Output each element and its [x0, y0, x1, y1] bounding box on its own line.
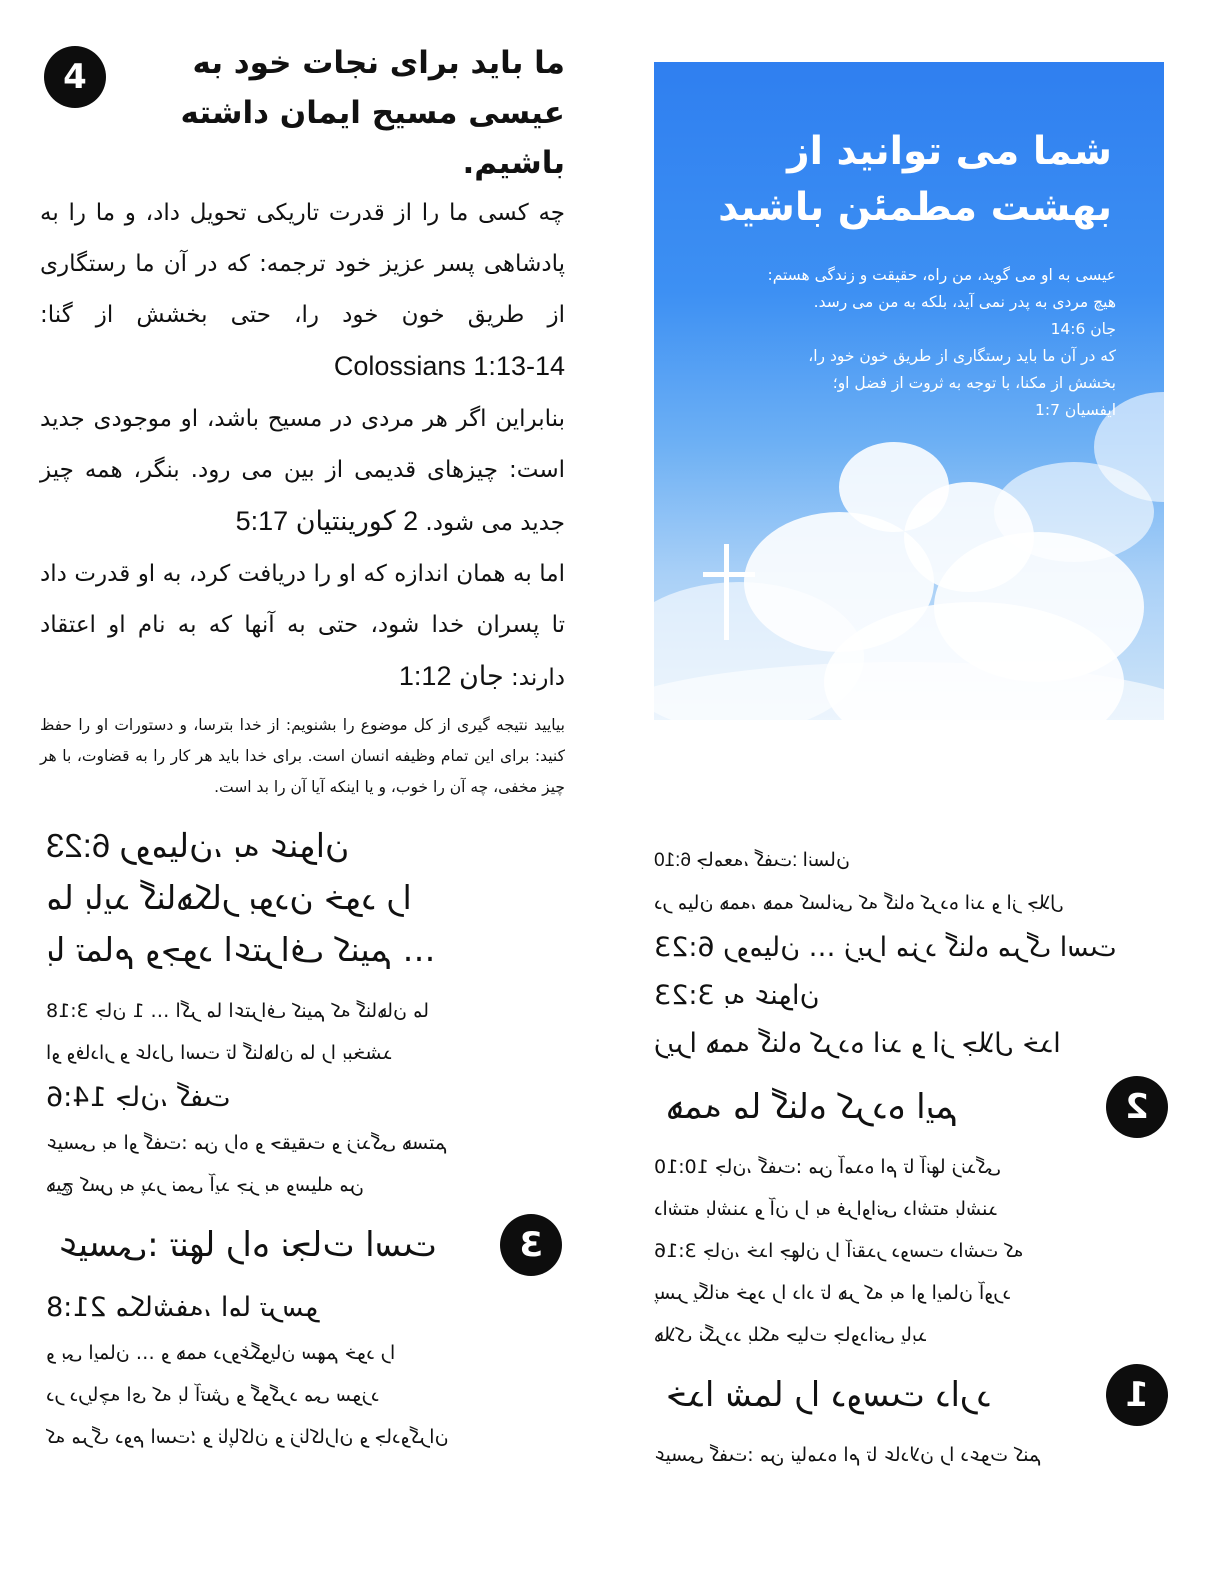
- mirrored-line: با تمام وجود اعتراف کنیم …: [46, 930, 436, 969]
- closing-verse: بیایید نتیجه گیری از کل موضوع را بشنویم: از خدا بترسا، و دستورات او را حفظ کنید: برای این تمام وظیفه انسان است. برای خدا باید هر کار را به قضاوت، با هر چیز مخفی، چه آن را خوب، و یا اینکه آیا آن را بد است.: [40, 716, 565, 796]
- verse-text: بنابراین اگر هر مردی در مسیح باشد، او موجودی جدید است: چیزهای قدیمی از بین می رود. بنگر، همه چیز جدید می شود.: [40, 406, 565, 536]
- mirrored-line: داشته باشند و آن را به فراوانی داشته باشند: [654, 1198, 998, 1220]
- mirrored-line: 14:6 جان، گفت: [46, 1082, 231, 1113]
- mirrored-line: عیسی به او گفت: من راه و حقیقت و زندگی هستم: [46, 1132, 448, 1154]
- mirrored-line: هلاک نگردد بلکه حیات جاودانی یابد: [654, 1324, 928, 1346]
- section-faith-in-jesus: [40, 38, 565, 819]
- mirrored-line: 3:16 جان، خدا جهان را آنقدر دوست داشت که: [654, 1240, 1024, 1262]
- mirrored-line: و بی ایمان … و همه دروغگویان سهم خود را: [46, 1342, 396, 1364]
- mirrored-line: عیسی گفت: من نیامده ام تا عادلان را دعوت کنم: [654, 1444, 1042, 1466]
- mirrored-line: 21:8 مکاشفه، اما ترسو: [46, 1292, 319, 1323]
- mirrored-line: 6:23 رومیان، به عنوان: [46, 827, 350, 864]
- mirrored-line: 3:23 به عنوان: [654, 980, 820, 1011]
- section-heading-row: [40, 38, 565, 188]
- cross-icon: [724, 544, 729, 640]
- mirrored-line: 6:23 رومیان … زیرا مزد گناه مرگ است: [654, 932, 1117, 963]
- section-heading: ما باید برای نجات خود به عیسی مسیح ایمان داشته باشیم.: [180, 45, 565, 181]
- verse-reference: Colossians 1:13-14: [333, 351, 565, 381]
- mirrored-line: در دریاچه ای که با آتش و گوگرد می سوزد: [46, 1384, 380, 1406]
- verse-text: اما به همان اندازه که او را دریافت کرد، به او قدرت داد تا پسران خدا شود، حتی به آنها که به نام او اعتقاد دارند:: [40, 561, 565, 691]
- card-verses: [676, 262, 1116, 424]
- mirrored-column-right: [654, 840, 1168, 1476]
- card-reference: ایفسیان 1:7: [1035, 401, 1116, 419]
- mirrored-heading: همه ما گناه کرده ایم: [666, 1087, 958, 1127]
- mirrored-heading: عیسی: تنها راه نجات است: [58, 1225, 437, 1265]
- step-number-badge: 3: [500, 1214, 562, 1276]
- verse-reference: 2 کورینتیان 5:17: [235, 506, 419, 536]
- card-line: بخشش از مکنا، با توجه به ثروت از فضل او؛: [832, 374, 1116, 392]
- verse-paragraph: [40, 394, 565, 549]
- mirrored-heading-row: [46, 1206, 562, 1284]
- heaven-assurance-card: [654, 62, 1164, 720]
- mirrored-column-left: [46, 820, 562, 1458]
- verse-reference: جان 1:12: [398, 661, 504, 691]
- verse-paragraph: [40, 549, 565, 704]
- mirrored-heading: خدا شما را دوست دارد: [666, 1375, 992, 1415]
- mirrored-line: هیچ کس به پدر نمی آید جز به وسیله من: [46, 1174, 364, 1196]
- card-reference: جان 14:6: [1050, 320, 1116, 338]
- mirrored-line: ما باید گناهکار بودن خود را: [46, 878, 412, 917]
- card-line: هیچ مردی به پدر نمی آید، بلکه به من می رسد.: [813, 293, 1116, 311]
- mirrored-line: او وفادار و عادل است تا گناهان ما را ببخشد: [46, 1042, 393, 1064]
- verse-text: چه کسی ما را از قدرت تاریکی تحویل داد، و ما را به پادشاهی پسر عزیز خود ترجمه: که در آن ما رستگاری از طریق خون خود را، حتی بخشش از گنا:: [40, 200, 565, 328]
- step-number-badge: 1: [1106, 1364, 1168, 1426]
- mirrored-line: پسر یگانه خود را داد تا هر که به او ایمان آورد: [654, 1282, 1012, 1304]
- mirrored-line: در میان همه، همه کسانی که گناه کرده اند و از جلال: [654, 892, 1064, 914]
- cross-icon-bar: [703, 572, 755, 577]
- mirrored-line: 3:18 جان 1 … اگر ما اعتراف کنیم که گناهان ما: [46, 1000, 429, 1022]
- mirrored-line: 6:10 جامعه، گفت: انسان: [654, 850, 850, 871]
- step-number-badge: 2: [1106, 1076, 1168, 1138]
- mirrored-heading-row: [654, 1068, 1168, 1146]
- card-line: که در آن ما باید رستگاری از طریق خون خود را،: [808, 347, 1116, 365]
- mirrored-line: 10:10 جان، گفت: من آمده ام تا آنها زندگی: [654, 1156, 1001, 1178]
- card-title: شما می توانید از بهشت مطمئن باشید: [718, 129, 1112, 230]
- step-number-badge: 4: [44, 46, 106, 108]
- mirrored-line: که مرگ دوم است؛ و ناپاکان و زناکاران و جادوگران: [46, 1426, 449, 1448]
- mirrored-line: زیرا همه گناه کرده اند و از جلال خدا: [654, 1028, 1061, 1059]
- card-line: عیسی به او می گوید، من راه، حقیقت و زندگی هستم:: [767, 266, 1116, 284]
- verse-paragraph: [40, 188, 565, 394]
- mirrored-heading-row: [654, 1356, 1168, 1434]
